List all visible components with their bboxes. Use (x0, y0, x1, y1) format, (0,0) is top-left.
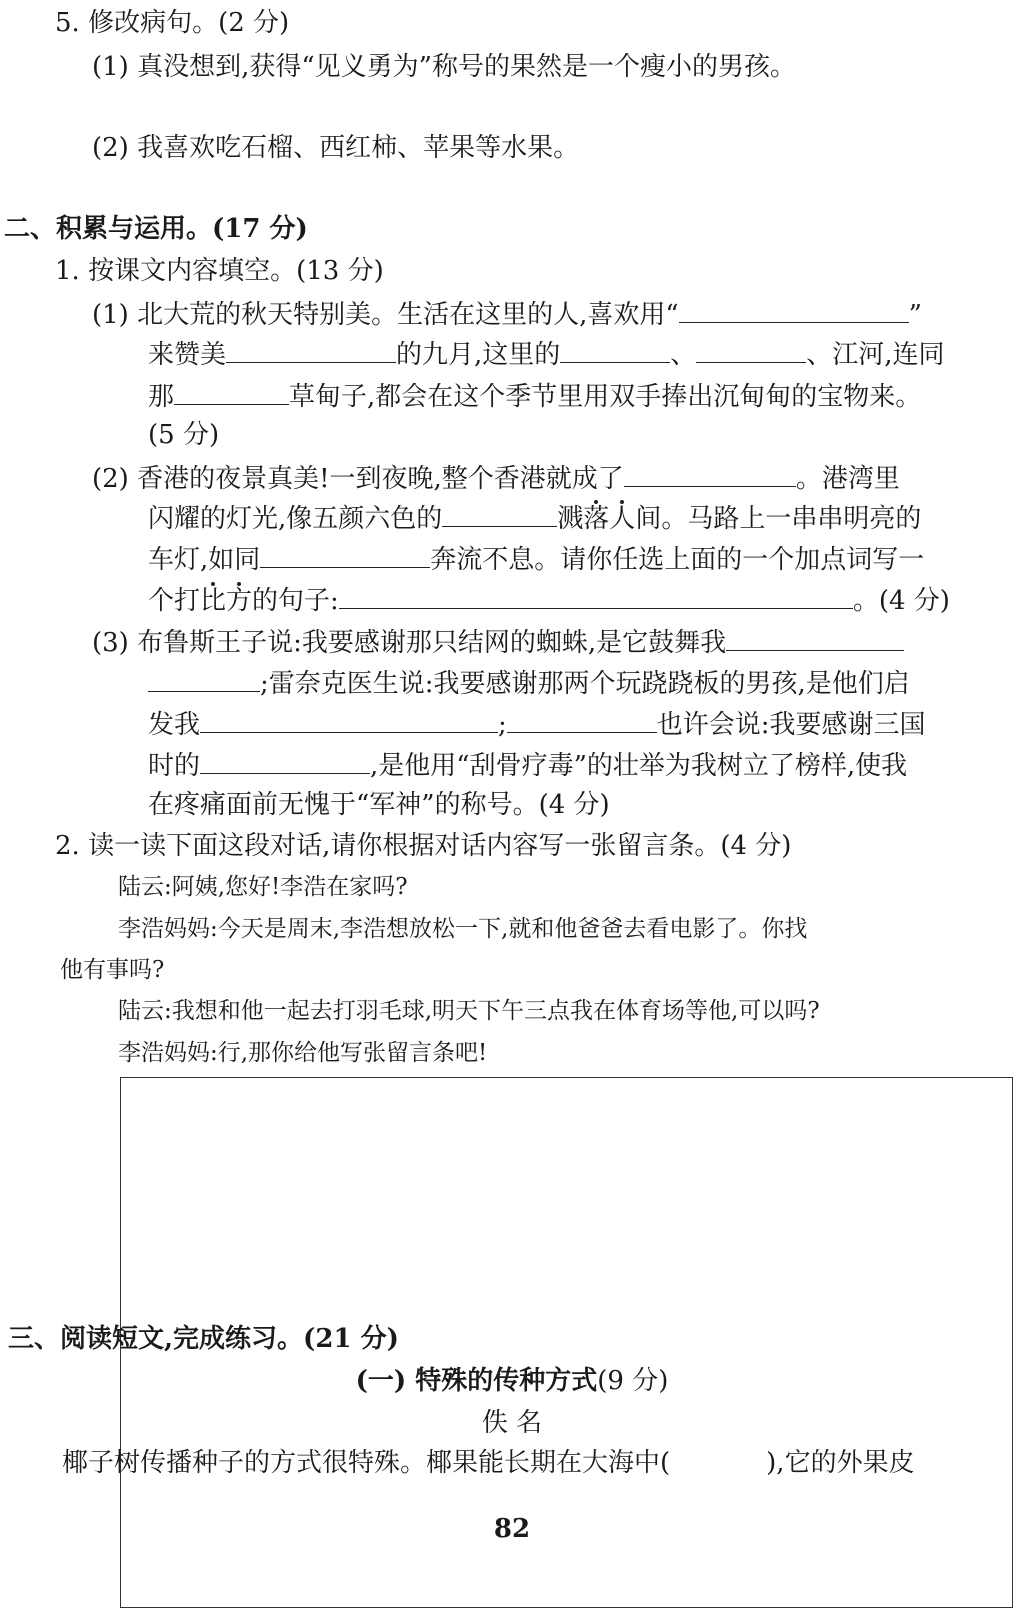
passage-title-main: (一) 特殊的传种方式 (355, 1366, 598, 1396)
p3-text-c1: 发我 (148, 710, 201, 740)
p2-text-a1: (2) 香港的夜景真美!一到夜晚,整个香港就成了 (92, 464, 624, 494)
dialog-line-2: 李浩妈妈:今天是周末,李浩想放松一下,就和他爸爸去看电影了。你找 (118, 916, 808, 942)
blank-slogan[interactable] (679, 296, 909, 323)
q2-title: 2. 读一读下面这段对话,请你根据对话内容写一张留言条。(4 分) (55, 831, 792, 861)
p2-dotted-luo: 落 (583, 504, 610, 534)
p2-text-d5: 。(4 分) (852, 586, 950, 616)
p2-text-b2: 溅 (557, 504, 584, 534)
section3-title: 三、阅读短文,完成练习。(21 分) (8, 1324, 399, 1354)
p3-line5: 在疼痛面前无愧于“军神”的称号。(4 分) (148, 790, 610, 820)
page-number: 82 (493, 1514, 531, 1544)
p1-text-b3: 、 (670, 340, 697, 370)
passage-text-b: ),它的外果皮 (766, 1448, 915, 1478)
dialog-line-5: 李浩妈妈:行,那你给他写张留言条吧! (118, 1040, 488, 1066)
p2-line1 (92, 460, 900, 496)
q5-item-1: (1) 真没想到,获得“见义勇为”称号的果然是一个瘦小的男孩。 (92, 52, 796, 82)
p2-text-c1: 车灯,如同 (148, 545, 261, 575)
p1-text-c2: 草甸子,都会在这个季节里用双手捧出沉甸甸的宝物来。 (289, 382, 922, 412)
passage-title-score: (9 分) (597, 1366, 669, 1396)
p1-line2 (148, 336, 945, 372)
blank-hongkong[interactable] (624, 460, 796, 487)
dialog-line-3: 他有事吗? (60, 957, 165, 983)
blank-seesaw[interactable] (200, 706, 498, 733)
p1-text-a: (1) 北大荒的秋天特别美。生活在这里的人,喜欢用“ (92, 300, 679, 330)
p2-line3 (148, 541, 924, 577)
blank-september[interactable] (226, 336, 396, 363)
p3-line2 (148, 665, 910, 701)
p1-text-c1: 那 (148, 382, 175, 412)
p2-line2 (148, 500, 921, 536)
dialog-line-4: 陆云:我想和他一起去打羽毛球,明天下午三点我在体育场等他,可以吗? (118, 998, 820, 1024)
p3-line1 (92, 624, 904, 660)
section2-title: 二、积累与运用。(17 分) (4, 214, 308, 244)
p1-line1 (92, 296, 922, 332)
p1-line3 (148, 378, 921, 414)
p3-line3 (148, 706, 926, 742)
p2-dotted-bi: 比 (200, 586, 227, 616)
passage-text-a: 椰子树传播种子的方式很特殊。椰果能长期在大海中( (62, 1448, 671, 1478)
dialog-line-1: 陆云:阿姨,您好!李浩在家吗? (118, 874, 408, 900)
p2-text-b5: 间。马路上一串串明亮的 (635, 504, 922, 534)
p3-text-c3: 也许会说:我要感谢三国 (656, 710, 926, 740)
p2-text-c2: 奔流不息。请你任选上面的一个加点词写一 (430, 545, 925, 575)
passage-title (0, 1364, 1024, 1398)
passage-author: 佚 名 (481, 1408, 543, 1438)
p2-line4 (148, 582, 950, 618)
blank-spider[interactable] (726, 624, 904, 651)
p1-text-b1: 来赞美 (148, 340, 227, 370)
blank-spider-cont[interactable] (148, 665, 260, 692)
p3-text-b1: ;雷奈克医生说:我要感谢那两个玩跷跷板的男孩,是他们启 (260, 669, 910, 699)
blank-lights[interactable] (442, 500, 557, 527)
p3-line4 (148, 747, 907, 783)
passage-first-line (62, 1446, 915, 1480)
blank-here-1[interactable] (560, 336, 670, 363)
p2-text-a2: 。港湾里 (795, 464, 900, 494)
p2-dotted-fang: 方 (226, 586, 253, 616)
blank-here-2[interactable] (696, 336, 806, 363)
p2-text-b1: 闪耀的灯光,像五颜六色的 (148, 504, 443, 534)
p3-text-a1: (3) 布鲁斯王子说:我要感谢那只结网的蜘蛛,是它鼓舞我 (92, 628, 727, 658)
blank-person[interactable] (507, 706, 657, 733)
q5-item-2: (2) 我喜欢吃石榴、西红柿、苹果等水果。 (92, 133, 580, 163)
p1-text-a-end: ” (908, 300, 922, 330)
blank-three-kingdoms[interactable] (200, 747, 370, 774)
blank-carlights[interactable] (260, 541, 430, 568)
p2-text-d1: 个打 (148, 586, 201, 616)
p3-text-c2: ; (498, 710, 507, 740)
p2-text-d4: 的句子: (252, 586, 339, 616)
p1-text-b4: 、江河,连同 (806, 340, 945, 370)
blank-meadow[interactable] (174, 378, 289, 405)
p3-text-d1: 时的 (148, 751, 201, 781)
p2-dotted-ren: 人 (609, 504, 636, 534)
q1-title: 1. 按课文内容填空。(13 分) (55, 256, 384, 286)
p3-text-d2: ,是他用“刮骨疗毒”的壮举为我树立了榜样,使我 (370, 751, 908, 781)
p1-score: (5 分) (148, 420, 220, 450)
p1-text-b2: 的九月,这里的 (396, 340, 561, 370)
q5-title: 5. 修改病句。(2 分) (55, 8, 290, 38)
blank-simile-sentence[interactable] (339, 582, 853, 609)
